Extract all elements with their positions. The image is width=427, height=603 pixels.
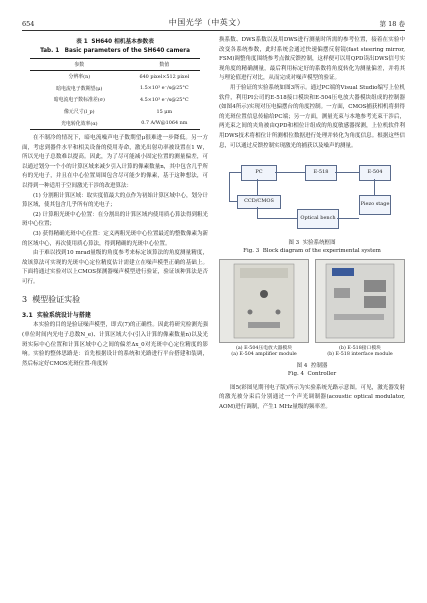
arrow (229, 172, 241, 173)
e518-device-illustration (316, 260, 404, 342)
paragraph: 换系数、DWS系数以及用DWS进行测量时所需的参考位置，接着在实验中改变各系统参数，此时系统会通过快速偏摆反射镜(fast steering mirror, FSM)调整角度围绕参考点做反馈控制，这样便可以用QPD读出DWS信号实现角度的精确测量，最后利用标定好的系数将角度转化为测量偏差，并将其与理论值进行对比，从而完成对噪声模型的验证。 (219, 37, 405, 82)
figure-4-photos (219, 259, 405, 358)
right-column (219, 36, 405, 412)
arrow (257, 207, 258, 218)
parameters-table (30, 58, 200, 130)
page-number: 654 (22, 20, 35, 28)
step-1: (1) 分割粗计算区域：取实度值最大的点作为初始计算区域中心，划分计算区域，使其包含几乎所有的光电子； (22, 192, 208, 209)
pc-block: PC (241, 165, 277, 181)
figure-3-caption-cn: 图 3 实验系统框图 (288, 240, 336, 247)
piezo-stage-block: Piezo stage (359, 195, 391, 215)
header-rule (22, 30, 405, 31)
step-3: (3) 获得精确光斑中心位置：定义两粗光斑中心位置最近的整数像素为新的区域中心，再次使用质心算法，得到精确的光斑中心位置。 (22, 230, 208, 247)
volume-label: 第 18 卷 (379, 20, 405, 28)
paragraph: 在不制冷的情况下，暗电流噪声电子数期望μ很难进一步降低。另一方面，考虑到器件水平和相关设备的使用寿命，激光出射功率被设置在1 W，所以光电子总数难以提高。因此，为了尽可能减小固定位置的测量偏差，可以通过划分一个小的计算区域来减少引入计算的像素数量n，其中包含几乎所有的光电子，并且在中心位置周围包含尽可能少的像素，基于这种想法，可以得到一种适用于空间激光干涉的改进算法： (22, 134, 208, 189)
figure-4a-caption-cn: (a) E-504压电放大器模块 (235, 346, 293, 352)
arrow (335, 172, 359, 173)
table-row: 分辨率(n) 640 pixel×512 pixel (68, 73, 190, 81)
paragraph: 用于验证的实验系统如图3所示。通过PC端的Visual Studio编写上位机软件，利用PI公司的E-518接口模块和E-504压电放大器模块组成的控制器(如图4所示)实现对压电偏摆台的角度控制。一方面，CMOS捕获相机将拼得的光斑位置信息传输给PC端；另一方面，测量光束与本地参考光束干涉后，两光束之间的夹角被由QPD和相位计组成的角度敏感器探测，上位机软件利用DWS技术将相位计所测相位数据进行处理并转化为角度信息。根据这些信息，可以通过反馈控制实现激光的捕获以及噪声的测量。 (219, 84, 405, 149)
page-header (22, 14, 405, 28)
arrow (257, 218, 297, 219)
subsection-heading: 3.1 实验系统设计与搭建 (22, 312, 91, 320)
column-header-value: 数值 (129, 59, 200, 71)
figure-4b-caption-cn: (b) E-518接口模块 (339, 346, 381, 352)
arrow (229, 201, 237, 202)
e504-block: E-504 (359, 165, 391, 181)
arrow (337, 218, 359, 219)
paragraph: 本实验的目的是验证噪声模型，即式(7)的正确性。因此将研究检测光强(单位时间内光电子总数N_e)、计算区域大小(引入计算的像素数量n)以及光斑实际中心位置和计算区域中心之间的偏差Δx_0对光斑中心定位精度的影响。实验的整体思路是：首先根据设计的系统和光路进行平台搭建和装调，然后标定好CMOS光斑位置-角度转 (22, 322, 208, 367)
figure-3-caption-en: Fig. 3 Block diagram of the experimental system (243, 248, 381, 255)
table-row: 像元尺寸(l_p) 15 μm (64, 108, 173, 116)
e504-photo (219, 259, 309, 343)
e518-block: E-518 (305, 165, 337, 181)
optical-bench-block: Optical bench (297, 209, 339, 229)
left-column (22, 36, 208, 369)
ccd-cmos-block: CCD/CMOS (237, 195, 281, 209)
figure-4-caption-en: Fig. 4 Controller (287, 370, 337, 377)
arrow (257, 179, 258, 195)
table-row: 暗电流电子数期望(μ) 1.5×10³ e⁻/s@25°C (56, 85, 189, 92)
arrow (275, 172, 305, 173)
figure-4-caption-cn: 图 4 控制器 (296, 362, 328, 369)
table-caption-cn: 表 1 SH640 相机基本参数表 (76, 39, 154, 45)
e518-photo (315, 259, 405, 343)
column-header-parameter: 参数 (30, 59, 129, 71)
step-2: (2) 计算粗光斑中心位置：在分割出的计算区域内使用质心算法得到粗光斑中心位置； (22, 211, 208, 228)
table-caption-en: Tab. 1 Basic parameters of the SH640 camera (40, 47, 190, 54)
arrow (374, 179, 375, 195)
e504-device-illustration (220, 260, 308, 342)
table-row: 光电转化效率(α) 0.7 A/W@1064 nm (30, 117, 200, 129)
figure-4a-caption-en: (a) E-504 amplifier module (231, 352, 297, 358)
paragraph: 由于难以找到10 mrad量级的角度参考来标定该算法的角度测量精度，故该算法可实现的光斑中心定位精度估计需建立在噪声模型正确的基础上。下面将通过实验对以上CMOS探测器噪声模型进行验证，验证该种算法是否可行。 (22, 250, 208, 285)
figure-4b-caption-en: (b) E-518 interface module (327, 352, 393, 358)
figure-3-block-diagram (219, 157, 405, 239)
table-row: 暗电流电子数标准差(σ) 4.5×10³ e⁻/s@25°C (53, 96, 189, 104)
section-heading: 3 模型验证实验 (22, 295, 81, 305)
paragraph: 图5(彩图见期刊电子版)所示为实验系统光路示意图。可见，激光器发射的激光被分束后分别通过一个声光调制器(acoustic optical modulator, AOM)进行调制，产生1 MHz量级的频率差。 (219, 384, 405, 410)
journal-title: 中国光学（中英文） (168, 18, 246, 27)
arrow (229, 172, 230, 201)
